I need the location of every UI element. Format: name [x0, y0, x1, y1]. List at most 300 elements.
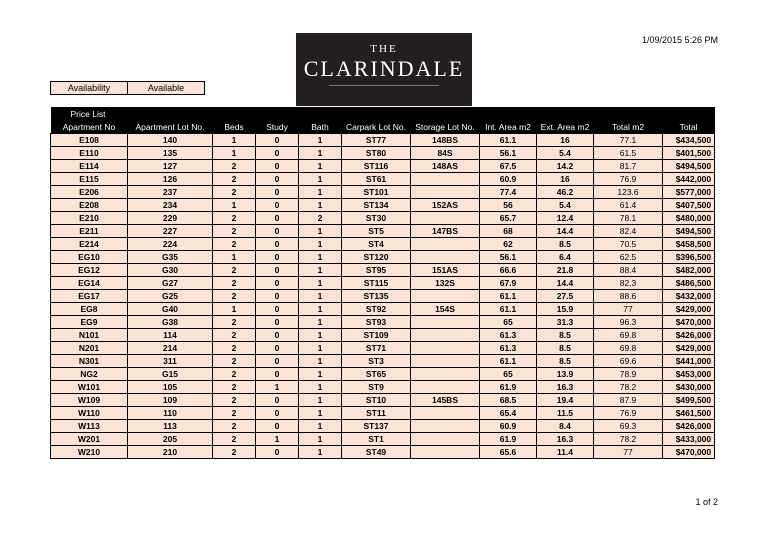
- table-cell: E210: [51, 212, 128, 225]
- table-cell: ST4: [342, 238, 411, 251]
- table-cell: 82.4: [594, 225, 663, 238]
- table-cell: 5.4: [537, 199, 594, 212]
- table-cell: ST1: [342, 433, 411, 446]
- table-cell: 84S: [411, 147, 480, 160]
- table-cell: 60.9: [480, 420, 537, 433]
- table-cell: 148BS: [411, 134, 480, 147]
- table-cell: [411, 186, 480, 199]
- table-row: [51, 342, 715, 355]
- table-cell: 0: [256, 342, 299, 355]
- table-cell: 67.9: [480, 277, 537, 290]
- table-cell: ST11: [342, 407, 411, 420]
- table-cell: 1: [299, 381, 342, 394]
- table-cell: 0: [256, 303, 299, 316]
- table-cell: 2: [213, 212, 256, 225]
- table-cell: 105: [128, 381, 213, 394]
- table-cell: 81.7: [594, 160, 663, 173]
- table-cell: G40: [128, 303, 213, 316]
- table-row: [51, 433, 715, 446]
- table-cell: E115: [51, 173, 128, 186]
- column-header: Ext. Area m2: [537, 120, 594, 134]
- table-cell: EG10: [51, 251, 128, 264]
- table-cell: 78.2: [594, 433, 663, 446]
- table-cell: 0: [256, 186, 299, 199]
- table-cell: $461,500: [663, 407, 715, 420]
- column-header: Apartment No: [51, 120, 128, 134]
- table-cell: [411, 251, 480, 264]
- table-cell: 1: [299, 407, 342, 420]
- table-cell: [411, 290, 480, 303]
- table-cell: 62: [480, 238, 537, 251]
- table-cell: 8.4: [537, 420, 594, 433]
- table-cell: 0: [256, 264, 299, 277]
- table-cell: 88.6: [594, 290, 663, 303]
- table-cell: 0: [256, 420, 299, 433]
- table-cell: 77.1: [594, 134, 663, 147]
- table-cell: 1: [299, 420, 342, 433]
- table-cell: $577,000: [663, 186, 715, 199]
- table-cell: [411, 433, 480, 446]
- table-row: [51, 329, 715, 342]
- table-cell: 1: [213, 147, 256, 160]
- table-cell: G25: [128, 290, 213, 303]
- table-row: [51, 290, 715, 303]
- table-cell: 11.5: [537, 407, 594, 420]
- column-header: Bath: [299, 120, 342, 134]
- table-cell: ST10: [342, 394, 411, 407]
- table-cell: $486,500: [663, 277, 715, 290]
- table-cell: 148AS: [411, 160, 480, 173]
- table-cell: 1: [213, 134, 256, 147]
- table-cell: 2: [213, 407, 256, 420]
- table-cell: ST65: [342, 368, 411, 381]
- table-cell: 114: [128, 329, 213, 342]
- column-header: Beds: [213, 120, 256, 134]
- table-cell: EG9: [51, 316, 128, 329]
- table-cell: 77: [594, 303, 663, 316]
- table-cell: $432,000: [663, 290, 715, 303]
- table-row: [51, 264, 715, 277]
- table-cell: [411, 238, 480, 251]
- table-cell: $407,500: [663, 199, 715, 212]
- table-cell: 311: [128, 355, 213, 368]
- table-cell: 56: [480, 199, 537, 212]
- table-cell: G15: [128, 368, 213, 381]
- table-cell: W201: [51, 433, 128, 446]
- table-cell: W109: [51, 394, 128, 407]
- table-cell: $401,500: [663, 147, 715, 160]
- table-cell: 0: [256, 329, 299, 342]
- table-cell: 237: [128, 186, 213, 199]
- table-cell: 60.9: [480, 173, 537, 186]
- table-row: [51, 394, 715, 407]
- table-cell: 1: [299, 277, 342, 290]
- table-cell: ST137: [342, 420, 411, 433]
- table-cell: 132S: [411, 277, 480, 290]
- table-cell: ST71: [342, 342, 411, 355]
- table-cell: E206: [51, 186, 128, 199]
- table-cell: 109: [128, 394, 213, 407]
- table-cell: ST30: [342, 212, 411, 225]
- table-cell: ST95: [342, 264, 411, 277]
- table-row: [51, 303, 715, 316]
- table-cell: [411, 381, 480, 394]
- table-cell: 61.1: [480, 134, 537, 147]
- table-cell: G35: [128, 251, 213, 264]
- table-cell: 1: [299, 173, 342, 186]
- table-row: [51, 381, 715, 394]
- table-cell: 61.1: [480, 303, 537, 316]
- table-cell: ST5: [342, 225, 411, 238]
- table-cell: 65: [480, 368, 537, 381]
- table-cell: 2: [213, 225, 256, 238]
- table-cell: 2: [213, 173, 256, 186]
- table-cell: 14.4: [537, 225, 594, 238]
- table-cell: 227: [128, 225, 213, 238]
- table-cell: 2: [213, 329, 256, 342]
- table-cell: [411, 329, 480, 342]
- table-cell: 69.8: [594, 329, 663, 342]
- table-cell: 65: [480, 316, 537, 329]
- table-cell: 70.5: [594, 238, 663, 251]
- table-cell: 78.9: [594, 368, 663, 381]
- availability-label: Availability: [51, 82, 128, 95]
- logo-rule: [329, 85, 439, 86]
- table-cell: E208: [51, 199, 128, 212]
- table-cell: 135: [128, 147, 213, 160]
- table-cell: 69.6: [594, 355, 663, 368]
- table-cell: 61.5: [594, 147, 663, 160]
- table-cell: 2: [213, 420, 256, 433]
- table-cell: 61.3: [480, 329, 537, 342]
- table-cell: 113: [128, 420, 213, 433]
- table-cell: $426,000: [663, 329, 715, 342]
- table-cell: EG12: [51, 264, 128, 277]
- table-cell: 62.5: [594, 251, 663, 264]
- table-row: [51, 212, 715, 225]
- table-cell: 1: [299, 160, 342, 173]
- table-cell: 2: [213, 264, 256, 277]
- table-cell: 14.2: [537, 160, 594, 173]
- table-cell: ST93: [342, 316, 411, 329]
- table-cell: 68: [480, 225, 537, 238]
- table-cell: 65.4: [480, 407, 537, 420]
- logo-name: CLARINDALE: [303, 56, 465, 81]
- table-cell: ST134: [342, 199, 411, 212]
- table-cell: 61.1: [480, 355, 537, 368]
- table-cell: 82.3: [594, 277, 663, 290]
- table-cell: [411, 420, 480, 433]
- table-cell: 2: [299, 212, 342, 225]
- table-cell: 234: [128, 199, 213, 212]
- table-row: [51, 160, 715, 173]
- table-cell: 6.4: [537, 251, 594, 264]
- table-cell: ST135: [342, 290, 411, 303]
- column-header: Carpark Lot No.: [342, 120, 411, 134]
- table-cell: $429,000: [663, 303, 715, 316]
- table-cell: 2: [213, 160, 256, 173]
- table-row: [51, 147, 715, 160]
- table-cell: 2: [213, 342, 256, 355]
- table-row: [51, 199, 715, 212]
- table-cell: 0: [256, 199, 299, 212]
- table-row: [51, 277, 715, 290]
- table-cell: 16.3: [537, 433, 594, 446]
- table-cell: ST120: [342, 251, 411, 264]
- table-cell: [411, 446, 480, 459]
- table-cell: 2: [213, 433, 256, 446]
- table-cell: N101: [51, 329, 128, 342]
- table-cell: ST80: [342, 147, 411, 160]
- table-cell: 0: [256, 407, 299, 420]
- table-cell: $426,000: [663, 420, 715, 433]
- table-cell: $441,000: [663, 355, 715, 368]
- column-header: Study: [256, 120, 299, 134]
- table-cell: [411, 342, 480, 355]
- table-cell: 77.4: [480, 186, 537, 199]
- table-cell: $470,000: [663, 446, 715, 459]
- table-cell: 0: [256, 238, 299, 251]
- table-cell: 65.6: [480, 446, 537, 459]
- table-cell: 1: [299, 342, 342, 355]
- table-cell: $442,000: [663, 173, 715, 186]
- table-cell: 8.5: [537, 238, 594, 251]
- table-cell: W101: [51, 381, 128, 394]
- table-cell: 46.2: [537, 186, 594, 199]
- table-cell: E108: [51, 134, 128, 147]
- table-cell: 154S: [411, 303, 480, 316]
- table-cell: ST115: [342, 277, 411, 290]
- table-cell: 61.9: [480, 433, 537, 446]
- table-cell: ST116: [342, 160, 411, 173]
- table-cell: 205: [128, 433, 213, 446]
- table-cell: 0: [256, 251, 299, 264]
- table-cell: ST109: [342, 329, 411, 342]
- table-cell: 2: [213, 368, 256, 381]
- table-cell: 66.6: [480, 264, 537, 277]
- table-cell: 0: [256, 173, 299, 186]
- table-cell: 61.9: [480, 381, 537, 394]
- table-cell: 11.4: [537, 446, 594, 459]
- table-cell: 2: [213, 290, 256, 303]
- table-cell: 27.5: [537, 290, 594, 303]
- table-cell: 1: [299, 290, 342, 303]
- table-row: [51, 173, 715, 186]
- table-cell: $396,500: [663, 251, 715, 264]
- table-cell: ST101: [342, 186, 411, 199]
- table-cell: 76.9: [594, 173, 663, 186]
- table-cell: 2: [213, 446, 256, 459]
- table-cell: 140: [128, 134, 213, 147]
- table-cell: 76.9: [594, 407, 663, 420]
- table-cell: 1: [299, 394, 342, 407]
- table-cell: 68.5: [480, 394, 537, 407]
- table-cell: 214: [128, 342, 213, 355]
- table-cell: 1: [299, 264, 342, 277]
- table-cell: 31.3: [537, 316, 594, 329]
- table-cell: W110: [51, 407, 128, 420]
- table-cell: 2: [213, 381, 256, 394]
- table-cell: 145BS: [411, 394, 480, 407]
- table-cell: E114: [51, 160, 128, 173]
- table-cell: 8.5: [537, 342, 594, 355]
- table-row: [51, 186, 715, 199]
- table-cell: 1: [213, 303, 256, 316]
- table-cell: 2: [213, 238, 256, 251]
- table-cell: 12.4: [537, 212, 594, 225]
- table-cell: 1: [299, 225, 342, 238]
- table-cell: 2: [213, 355, 256, 368]
- page-number: 1 of 2: [695, 497, 718, 507]
- table-cell: [411, 355, 480, 368]
- table-cell: EG14: [51, 277, 128, 290]
- table-cell: 1: [299, 199, 342, 212]
- column-header: Storage Lot No.: [411, 120, 480, 134]
- table-row: [51, 225, 715, 238]
- table-row: [51, 316, 715, 329]
- table-cell: E214: [51, 238, 128, 251]
- table-cell: 5.4: [537, 147, 594, 160]
- availability-value: Available: [128, 82, 205, 95]
- table-cell: $470,000: [663, 316, 715, 329]
- table-cell: [411, 407, 480, 420]
- table-cell: 16: [537, 134, 594, 147]
- table-cell: E110: [51, 147, 128, 160]
- table-cell: G27: [128, 277, 213, 290]
- table-cell: E211: [51, 225, 128, 238]
- table-cell: 127: [128, 160, 213, 173]
- table-cell: 1: [299, 251, 342, 264]
- table-cell: [411, 212, 480, 225]
- table-row: [51, 238, 715, 251]
- table-cell: G30: [128, 264, 213, 277]
- table-cell: 1: [299, 433, 342, 446]
- table-cell: 1: [299, 186, 342, 199]
- table-cell: 1: [256, 381, 299, 394]
- table-cell: 0: [256, 277, 299, 290]
- table-cell: 0: [256, 134, 299, 147]
- table-cell: 0: [256, 355, 299, 368]
- table-cell: G38: [128, 316, 213, 329]
- table-cell: 1: [299, 446, 342, 459]
- table-cell: 65.7: [480, 212, 537, 225]
- table-cell: 15.9: [537, 303, 594, 316]
- table-cell: 0: [256, 290, 299, 303]
- clarindale-logo: [296, 33, 472, 106]
- table-cell: 16.3: [537, 381, 594, 394]
- table-cell: [411, 368, 480, 381]
- table-cell: ST49: [342, 446, 411, 459]
- price-list-table: [50, 107, 715, 459]
- table-row: [51, 251, 715, 264]
- table-cell: N201: [51, 342, 128, 355]
- table-cell: 61.3: [480, 342, 537, 355]
- table-cell: 1: [299, 147, 342, 160]
- table-cell: $482,000: [663, 264, 715, 277]
- table-cell: 229: [128, 212, 213, 225]
- table-cell: 1: [213, 199, 256, 212]
- column-header: Total: [663, 120, 715, 134]
- price-list-title: Price List: [51, 107, 715, 120]
- table-cell: 56.1: [480, 147, 537, 160]
- table-cell: 61.4: [594, 199, 663, 212]
- column-header: Total m2: [594, 120, 663, 134]
- table-cell: 0: [256, 147, 299, 160]
- table-row: [51, 407, 715, 420]
- table-cell: 16: [537, 173, 594, 186]
- table-cell: 152AS: [411, 199, 480, 212]
- table-cell: EG17: [51, 290, 128, 303]
- table-cell: 0: [256, 368, 299, 381]
- table-cell: 0: [256, 160, 299, 173]
- table-cell: 78.1: [594, 212, 663, 225]
- table-cell: 69.3: [594, 420, 663, 433]
- table-cell: W113: [51, 420, 128, 433]
- table-cell: NG2: [51, 368, 128, 381]
- availability-filter: [50, 81, 205, 95]
- table-cell: $429,000: [663, 342, 715, 355]
- table-cell: 0: [256, 394, 299, 407]
- print-datetime: 1/09/2015 5:26 PM: [641, 35, 718, 45]
- table-cell: 8.5: [537, 329, 594, 342]
- table-cell: $430,000: [663, 381, 715, 394]
- table-cell: $480,000: [663, 212, 715, 225]
- table-cell: ST3: [342, 355, 411, 368]
- table-cell: 21.8: [537, 264, 594, 277]
- table-cell: 61.1: [480, 290, 537, 303]
- table-cell: 1: [299, 316, 342, 329]
- table-cell: 19.4: [537, 394, 594, 407]
- table-cell: $433,000: [663, 433, 715, 446]
- table-cell: [411, 316, 480, 329]
- table-cell: 96.3: [594, 316, 663, 329]
- table-cell: $458,500: [663, 238, 715, 251]
- table-cell: [411, 173, 480, 186]
- table-cell: 1: [299, 303, 342, 316]
- table-cell: 78.2: [594, 381, 663, 394]
- table-cell: ST9: [342, 381, 411, 394]
- table-row: [51, 420, 715, 433]
- table-cell: EG8: [51, 303, 128, 316]
- table-cell: 67.5: [480, 160, 537, 173]
- table-cell: 1: [299, 134, 342, 147]
- table-cell: 2: [213, 316, 256, 329]
- table-cell: $499,500: [663, 394, 715, 407]
- table-cell: 0: [256, 212, 299, 225]
- table-cell: 0: [256, 316, 299, 329]
- table-cell: 224: [128, 238, 213, 251]
- table-row: [51, 368, 715, 381]
- table-cell: 77: [594, 446, 663, 459]
- table-cell: 147BS: [411, 225, 480, 238]
- table-cell: 126: [128, 173, 213, 186]
- table-cell: 110: [128, 407, 213, 420]
- table-cell: 210: [128, 446, 213, 459]
- table-cell: ST77: [342, 134, 411, 147]
- table-cell: ST61: [342, 173, 411, 186]
- table-cell: 13.9: [537, 368, 594, 381]
- table-cell: 87.9: [594, 394, 663, 407]
- table-cell: 123.6: [594, 186, 663, 199]
- table-row: [51, 134, 715, 147]
- table-cell: 1: [299, 329, 342, 342]
- table-cell: 1: [256, 433, 299, 446]
- column-header: Int. Area m2: [480, 120, 537, 134]
- table-cell: $494,500: [663, 225, 715, 238]
- table-cell: 0: [256, 225, 299, 238]
- table-cell: 14.4: [537, 277, 594, 290]
- table-cell: W210: [51, 446, 128, 459]
